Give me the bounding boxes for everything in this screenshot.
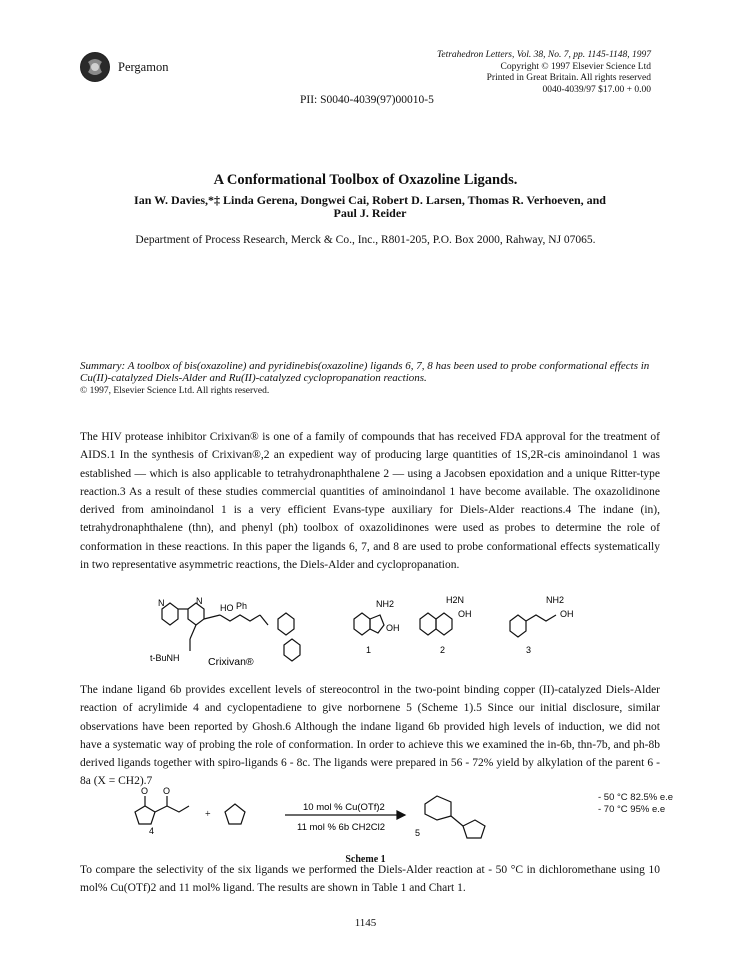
body-paragraph-3: To compare the selectivity of the six ligands we performed the Diels-Alder reaction at - 50 °C in dichloromethane using 10 mol% Cu(OTf)2 and 11 mol% ligand. The results are shown in Table 1 and Chart 1.: [80, 864, 660, 895]
journal-line: Printed in Great Britain. All rights reserved: [486, 73, 651, 83]
ph-label: Ph: [236, 601, 248, 611]
ring-atom-label: N: [196, 596, 203, 606]
carbonyl-o-label: O: [163, 786, 171, 796]
reagent-top: 10 mol % Cu(OTf)2: [303, 802, 385, 813]
h2n-label-2: H2N: [446, 595, 465, 605]
journal-line: Tetrahedron Letters, Vol. 38, No. 7, pp. 1145-1148, 1997: [436, 50, 651, 60]
article-title: A Conformational Toolbox of Oxazoline Ligands.: [213, 172, 518, 188]
compound-label-1: 1: [366, 645, 372, 655]
page-number: 1145: [354, 917, 377, 929]
pii-code: PII: S0040-4039(97)00010-5: [300, 94, 434, 106]
author-line: Ian W. Davies,*‡ Linda Gerena, Dongwei Cai, Robert D. Larsen, Thomas R. Verhoeven, and: [134, 193, 606, 207]
affiliation: Department of Process Research, Merck & Co., Inc., R801-205, P.O. Box 2000, Rahway, NJ 07065.: [135, 234, 596, 246]
pergamon-logo: [80, 52, 110, 82]
plus-sign: +: [205, 809, 211, 820]
scheme-caption: Scheme 1: [345, 854, 386, 865]
oh-label-1: OH: [386, 623, 400, 633]
carbonyl-o-label: O: [141, 786, 149, 796]
reagent-bottom: 11 mol % 6b CH2Cl2: [297, 822, 386, 833]
body-paragraph-2: The indane ligand 6b provides excellent levels of stereocontrol in the two-point binding copper (II)-catalyzed Diels-Alder reaction of acrylimide 4 and cyclopentadiene to give norbornene 5 (Scheme 1).5 Since our initial disclosure, similar observations have been reported by Ghosh.6 Although the indane ligand 6b provided high levels of induction, we did not have a systematic way of probing the role of conformation. In order to achieve this we examined the in-6b, thn-7b, and ph-8b derived ligands together with spiro-ligands 6 - 8c. The ligands were prepared in 56 - 72% yield by alkylation of the parent 6 - 8a (X = CH2).7: [80, 684, 660, 788]
ring-atom-label: N: [158, 598, 165, 608]
author-line: Paul J. Reider: [333, 206, 407, 220]
nh2-label-1: NH2: [376, 599, 395, 609]
oh-label-3: OH: [560, 609, 574, 619]
compound-label-2: 2: [440, 645, 446, 655]
tbu-label: t-BuNH: [150, 653, 180, 663]
body-paragraph-1: The HIV protease inhibitor Crixivan® is one of a family of compounds that has received FDA approval for the treatment of AIDS.1 In the synthesis of Crixivan®,2 an expedient way of producing large quantities of 1S,2R-cis aminoindanol 1 was established — which is also applicable to tetrahydronaphthalene 2 — using a Jacobsen epoxidation and a unique Ritter-type reaction.3 As a result of these studies commercial quantities of aminoindanol 1 have become available. The oxazolidinone derived from aminoindanol 1 is a very efficient Evans-type auxiliary for Diels-Alder reactions.4 The indane (in), tetrahydronaphthalene (thn), and phenyl (ph) toolbox of oxazolidinones were used as probes to determine the role of conformation in these reactions. In this paper the ligands 6, 7, and 8 are used to probe conformational effects systematically in two representative asymmetric reactions, the Diels-Alder and cyclopropanation.: [80, 431, 660, 572]
copyright-notice: © 1997, Elsevier Science Ltd. All rights reserved.: [80, 386, 270, 396]
compound-4-label: 4: [149, 826, 155, 836]
result-line: - 70 °C 95% e.e: [598, 804, 666, 815]
crixivan-structure: [150, 595, 330, 670]
result-line: - 50 °C 82.5% e.e: [598, 792, 674, 803]
summary: Summary: A toolbox of bis(oxazoline) and pyridinebis(oxazoline) ligands 6, 7, 8 has been used to probe conformational effects in Cu(II)-catalyzed Diels-Alder and Ru(II)-catalyzed cyclopropanation reactions.: [80, 360, 650, 384]
nh2-label-3: NH2: [546, 595, 565, 605]
journal-reference: [391, 50, 651, 96]
author-list: [90, 194, 650, 220]
journal-line: 0040-4039/97 $17.00 + 0.00: [542, 84, 651, 95]
aminoalcohol-structures: [350, 595, 610, 655]
journal-line: Copyright © 1997 Elsevier Science Ltd: [500, 61, 651, 72]
compound-label-3: 3: [526, 645, 532, 655]
publisher-name: Pergamon: [118, 60, 169, 74]
crixivan-label: Crixivan®: [208, 656, 254, 668]
oh-label-2: OH: [458, 609, 472, 619]
scheme-1-diagram: [125, 782, 595, 852]
scheme-results: [598, 792, 673, 816]
ho-label: HO: [220, 603, 234, 613]
compound-5-label: 5: [415, 828, 421, 838]
